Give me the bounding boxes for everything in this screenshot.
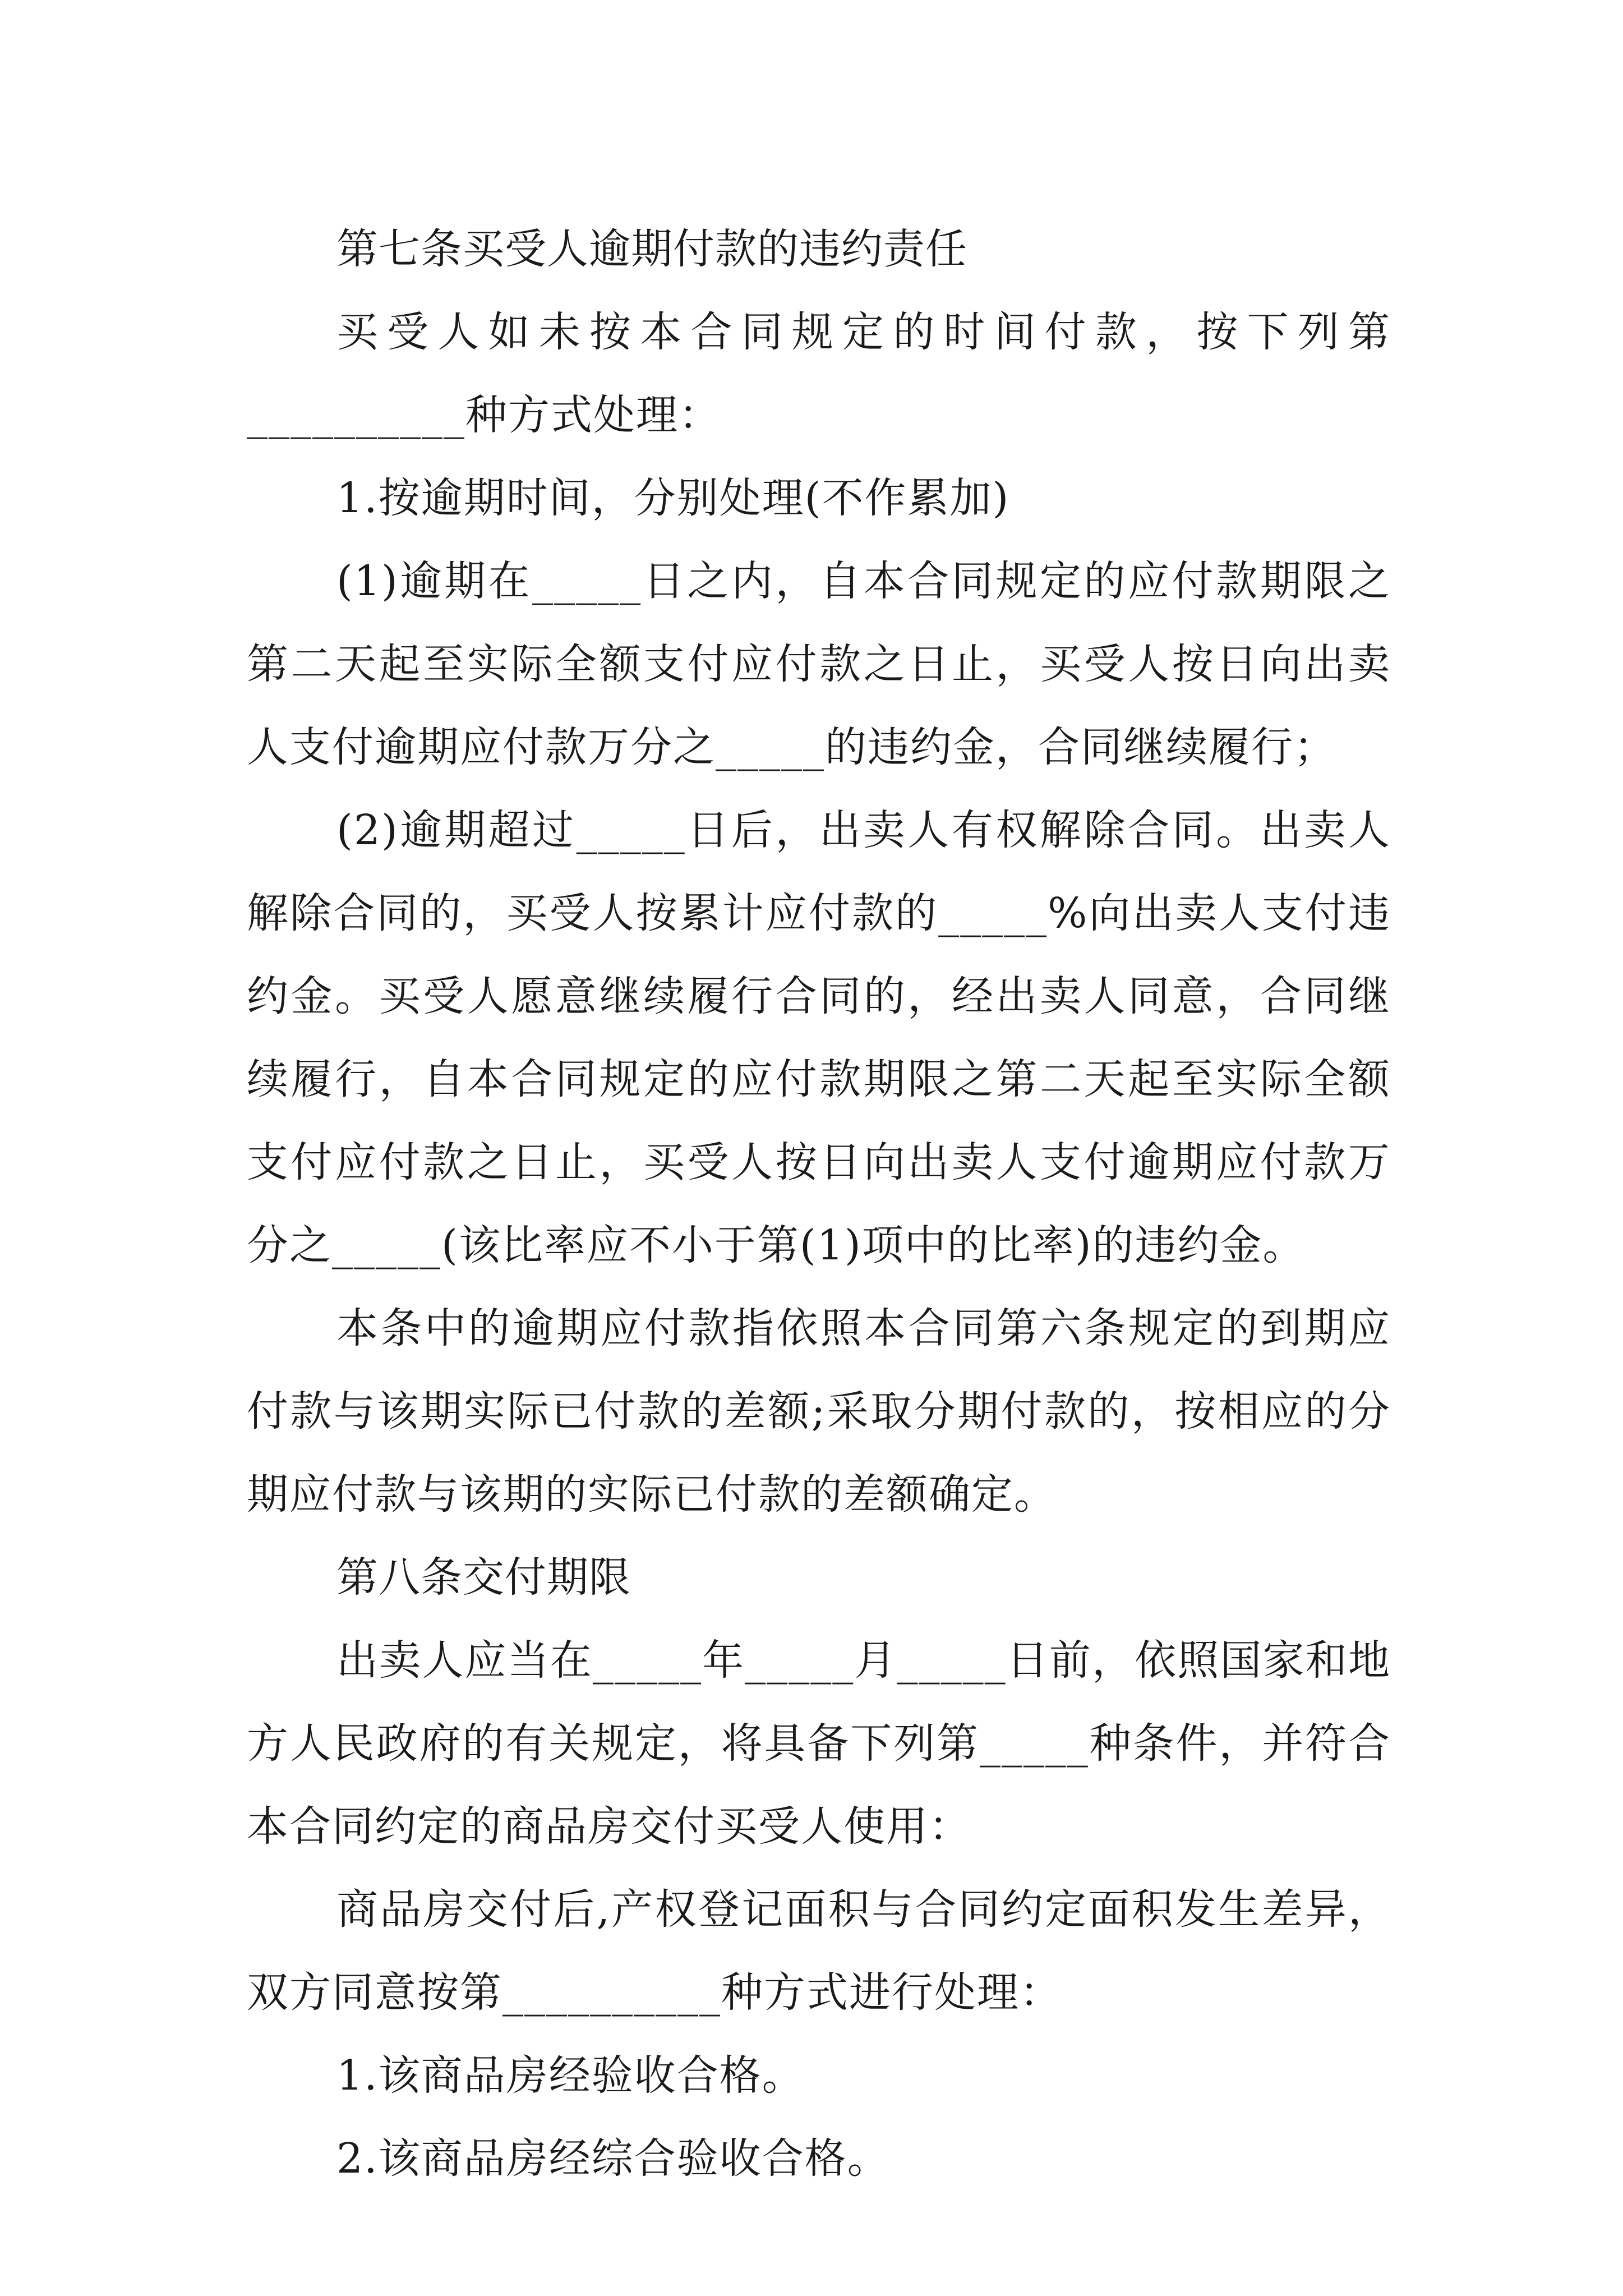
article-7-item-1-sub-1: (1)逾期在_____日之内，自本合同规定的应付款期限之第二天起至实际全额支付应付款之日止，买受人按日向出卖人支付逾期应付款万分之_____的违约金，合同继续履行； bbox=[247, 557, 1391, 771]
condition-item-1: 1.该商品房经验收合格。 bbox=[336, 2051, 805, 2100]
article-7-item-1: 1.按逾期时间，分别处理(不作累加) bbox=[336, 474, 1010, 522]
article-8-heading: 第八条交付期限 bbox=[336, 1553, 631, 1602]
article-7-intro-paragraph: 买受人如未按本合同规定的时间付款，按下列第__________种方式处理： bbox=[247, 308, 1391, 439]
area-difference-paragraph: 商品房交付后,产权登记面积与合同约定面积发生差异，双方同意按第__________种方式进行处理： bbox=[247, 1885, 1391, 2017]
article-7-item-1-sub-2: (2)逾期超过_____日后，出卖人有权解除合同。出卖人解除合同的，买受人按累计应付款的_____%向出卖人支付违约金。买受人愿意继续履行合同的，经出卖人同意，合同继续履行，自本合同规定的应付款期限之第二天起至实际全额支付应付款之日止，买受人按日向出卖人支付逾期应付款万分之_____(该比率应不小于第(1)项中的比率)的违约金。 bbox=[247, 806, 1391, 1269]
article-8-delivery-paragraph: 出卖人应当在_____年_____月_____日前，依照国家和地方人民政府的有关规定，将具备下列第_____种条件，并符合本合同约定的商品房交付买受人使用： bbox=[247, 1636, 1391, 1851]
article-7-heading: 第七条买受人逾期付款的违约责任 bbox=[336, 225, 967, 273]
document-page bbox=[247, 208, 1391, 2200]
article-7-definition-paragraph: 本条中的逾期应付款指依照本合同第六条规定的到期应付款与该期实际已付款的差额;采取分期付款的，按相应的分期应付款与该期的实际已付款的差额确定。 bbox=[247, 1304, 1391, 1519]
condition-item-2: 2.该商品房经综合验收合格。 bbox=[336, 2134, 890, 2183]
